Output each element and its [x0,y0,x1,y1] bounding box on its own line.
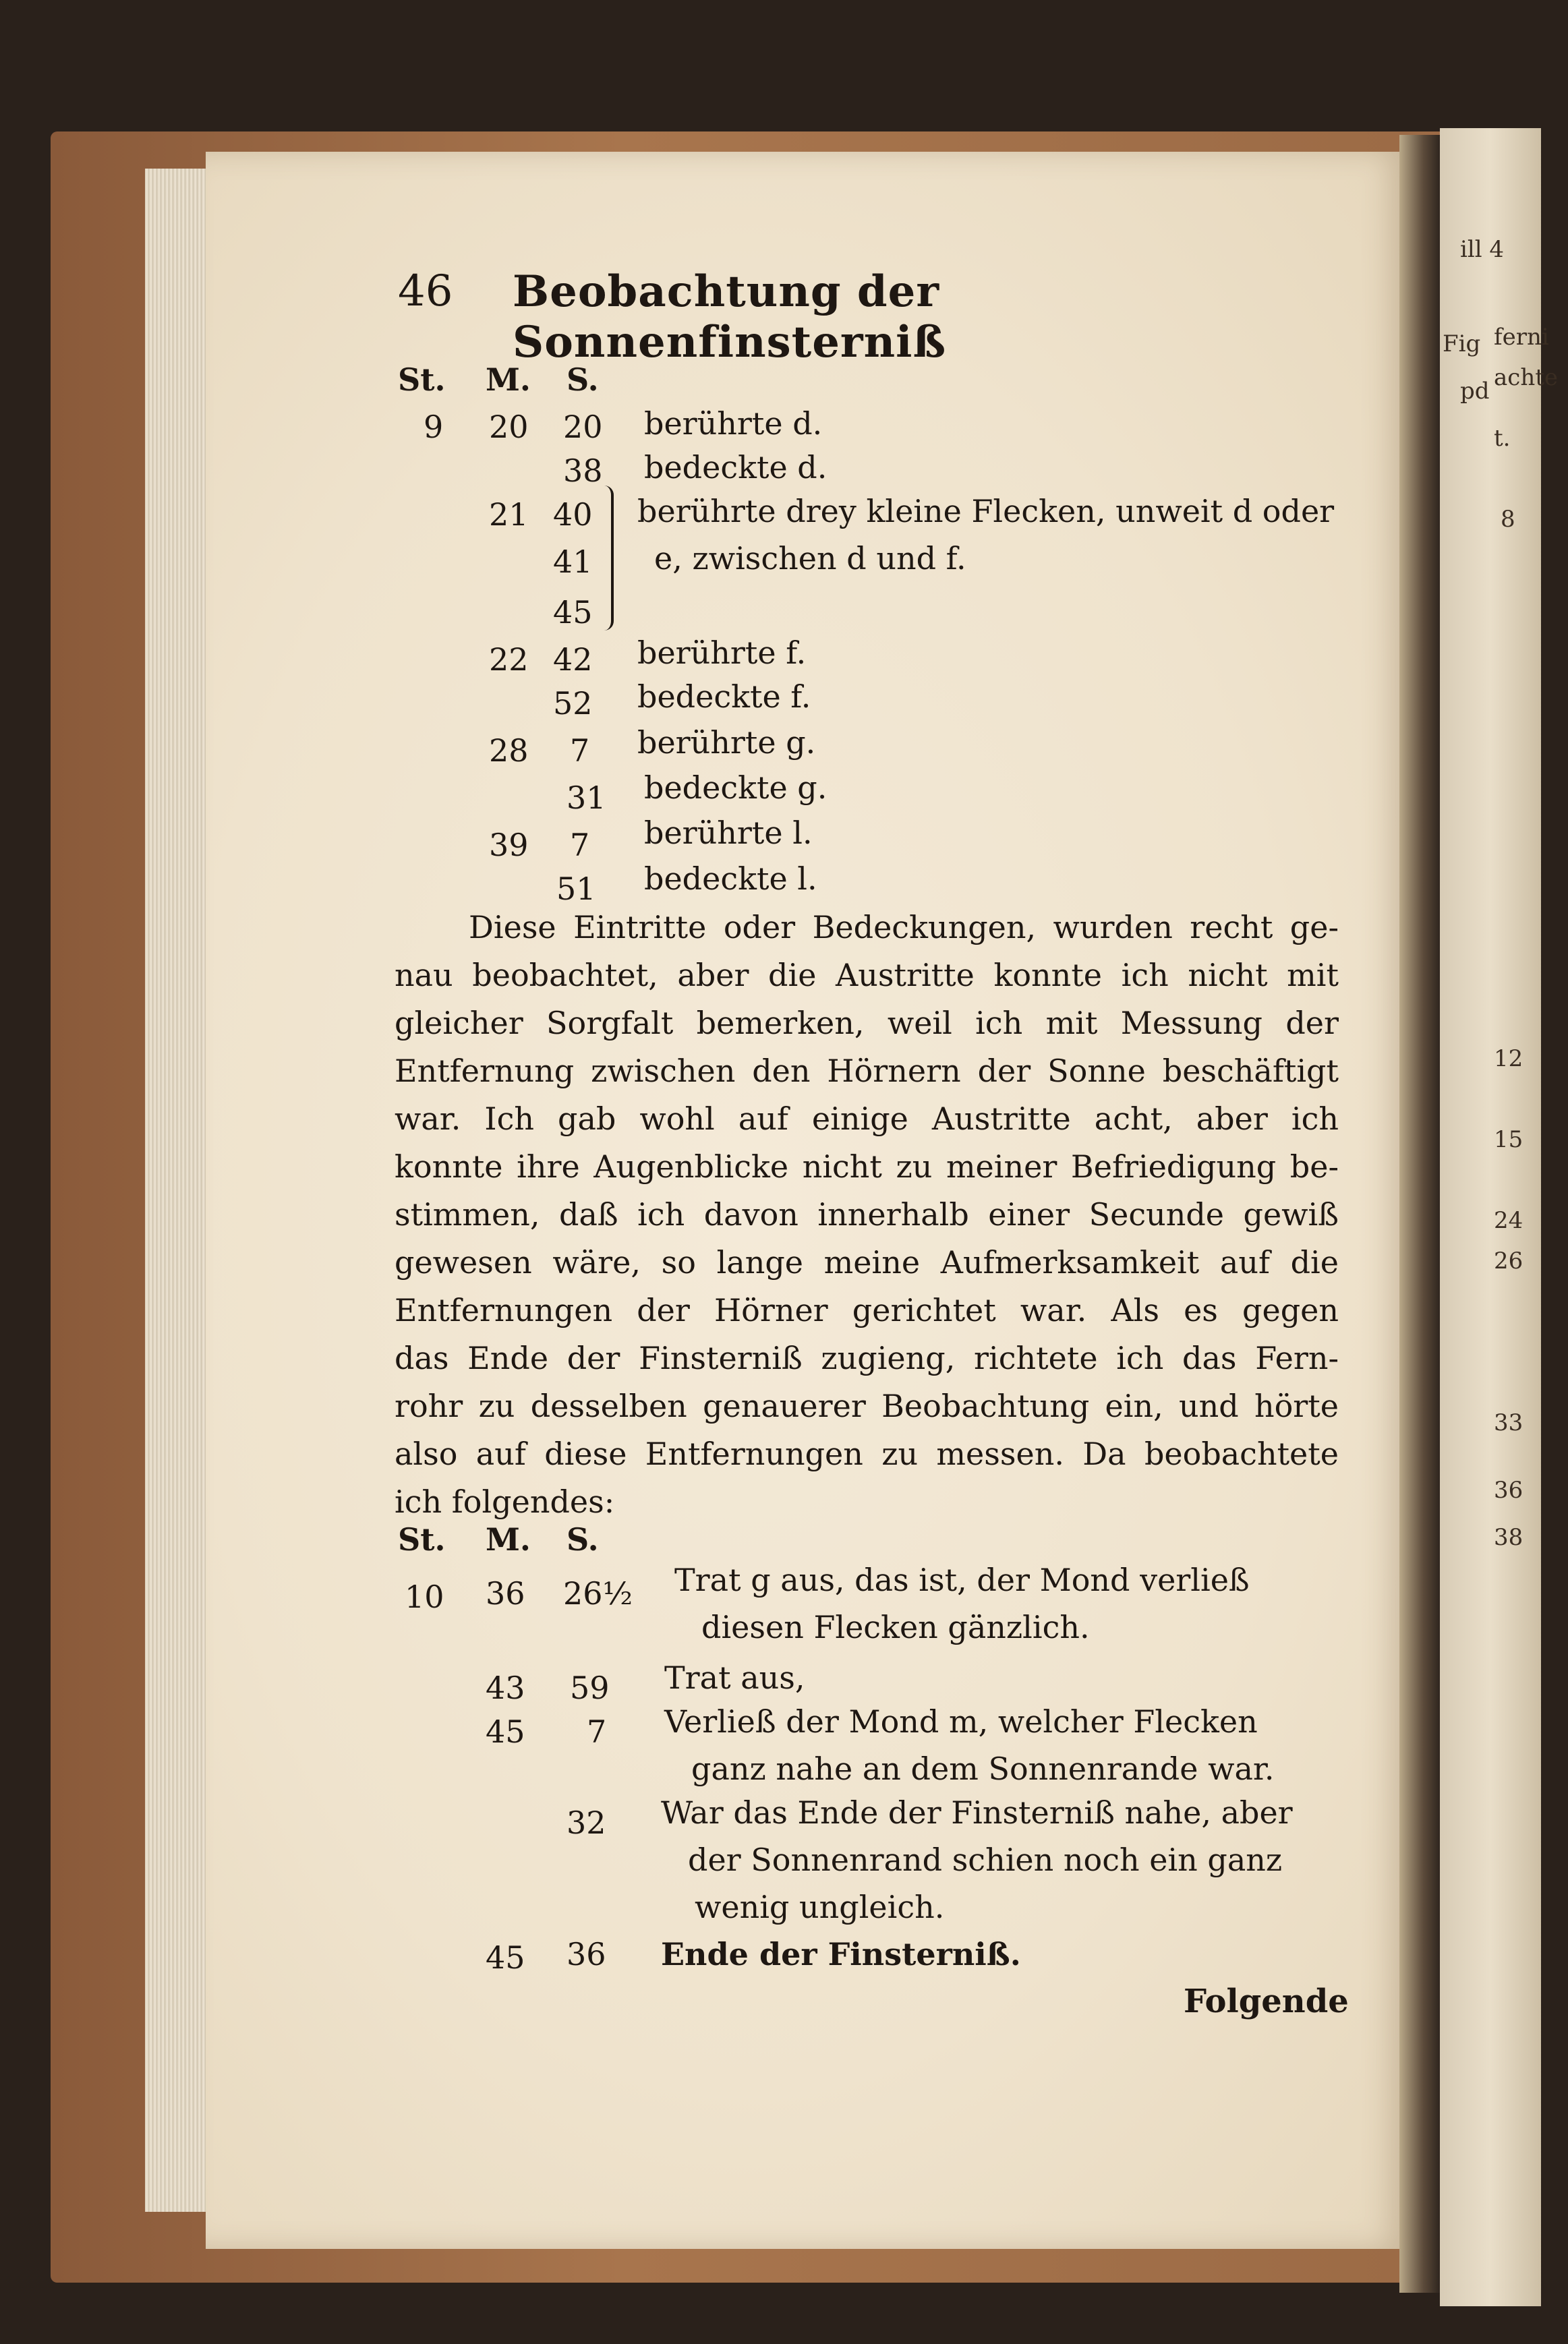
paragraph-line: das Ende der Finsterniß zugieng, richtete ich das Fern- [395,1340,1339,1376]
cell-seconds: 7 [570,732,590,769]
facing-fragment: 12 [1494,1045,1523,1072]
cell-minutes: 22 [489,641,529,678]
facing-fragment: 15 [1494,1126,1523,1153]
cell-seconds: 20 [563,409,603,445]
col-header-seconds: S. [567,361,599,398]
page-title: Beobachtung der Sonnenfinsterniß [513,266,947,368]
cell-seconds: 7 [570,827,590,863]
cell-observation: Trat g aus, das ist, der Mond verließ [674,1562,1250,1598]
cell-observation: berührte f. [637,635,807,671]
paragraph-line: Entfernung zwischen den Hörnern der Sonne beschäftigt [395,1053,1339,1089]
cell-seconds: 31 [567,780,606,816]
facing-fragment: 33 [1494,1409,1523,1436]
cell-seconds: 36 [567,1936,606,1972]
cell-seconds: 32 [567,1805,606,1841]
cell-minutes: 45 [486,1713,525,1750]
facing-fragment: t. [1494,425,1511,452]
cell-seconds: 41 [553,544,593,580]
cell-observation: berührte d. [644,405,823,442]
cell-seconds: 45 [553,594,593,631]
catchword: Folgende [1184,1983,1349,2020]
cell-observation: der Sonnenrand schien noch ein ganz [688,1842,1283,1878]
cell-observation: bedeckte f. [637,678,811,715]
paragraph-line: gewesen wäre, so lange meine Aufmerksamkeit auf die [395,1244,1339,1281]
cell-observation: bedeckte l. [644,860,817,897]
paragraph-line: gleicher Sorgfalt bemerken, weil ich mit Messung der [395,1005,1339,1041]
grouping-brace [599,486,614,631]
body-paragraph [395,904,1339,1526]
cell-seconds: 59 [570,1670,610,1706]
col-header-minutes: M. [486,1521,531,1558]
cell-observation: Ende der Finsterniß. [661,1936,1021,1972]
cell-minutes: 39 [489,827,529,863]
cell-observation: bedeckte d. [644,449,827,486]
cell-observation: diesen Flecken gänzlich. [701,1609,1090,1645]
paragraph-line: nau beobachtet, aber die Austritte konnte ich nicht mit [395,957,1339,993]
paragraph-line: rohr zu desselben genauerer Beobachtung ein, und hörte [395,1388,1339,1424]
facing-fragment: 24 [1494,1207,1523,1234]
cell-observation: e, zwischen d und f. [654,540,966,577]
cell-minutes: 45 [486,1939,525,1976]
facing-fragment: 36 [1494,1477,1523,1504]
cell-observation: War das Ende der Finsterniß nahe, aber [661,1794,1293,1831]
col-header-hours: St. [398,361,446,398]
cell-observation: wenig ungleich. [695,1889,945,1925]
cell-minutes: 28 [489,732,529,769]
cell-minutes: 21 [489,496,529,533]
cell-minutes: 43 [486,1670,525,1706]
paragraph-line: also auf diese Entfernungen zu messen. Da beobachtete [395,1436,1339,1472]
paragraph-line: konnte ihre Augenblicke nicht zu meiner Befriedigung be- [395,1148,1339,1185]
cell-hours: 9 [424,409,444,445]
cell-observation: berührte g. [637,724,816,761]
facing-fragment: Fig [1443,330,1481,357]
col-header-seconds: S. [567,1521,599,1558]
cell-seconds: 42 [553,641,593,678]
facing-fragment: 38 [1494,1524,1523,1551]
cell-hours: 10 [405,1579,444,1615]
cell-observation: Verließ der Mond m, welcher Flecken [664,1703,1258,1740]
facing-fragment: 8 [1501,506,1515,533]
cell-observation: ganz nahe an dem Sonnenrande war. [691,1751,1275,1787]
facing-page [1440,128,1558,2306]
facing-fragment: 26 [1494,1248,1523,1274]
paragraph-line: Diese Eintritte oder Bedeckungen, wurden recht ge- [469,909,1339,945]
cell-seconds: 40 [553,496,593,533]
cell-seconds: 26½ [563,1575,633,1612]
facing-fragment: ferni [1494,324,1549,351]
cell-minutes: 20 [489,409,529,445]
book-gutter [1399,135,1440,2293]
facing-fragment: ill 4 [1460,236,1505,263]
cell-minutes: 36 [486,1575,525,1612]
paragraph-line: ich folgendes: [395,1484,615,1520]
facing-fragment: achte [1494,364,1558,391]
cell-seconds: 7 [587,1713,607,1750]
cell-seconds: 51 [556,871,596,907]
facing-fragment: pd [1460,378,1490,405]
paragraph-line: war. Ich gab wohl auf einige Austritte acht, aber ich [395,1101,1339,1137]
cell-seconds: 38 [563,452,603,489]
col-header-hours: St. [398,1521,446,1558]
cell-observation: berührte drey kleine Flecken, unweit d oder [637,493,1335,529]
page-edges [145,169,210,2212]
page-number: 46 [398,266,453,316]
paragraph-line: stimmen, daß ich davon innerhalb einer Secunde gewiß [395,1196,1339,1233]
cell-observation: Trat aus, [664,1660,805,1696]
cell-seconds: 52 [553,685,593,722]
col-header-minutes: M. [486,361,531,398]
paragraph-line: Entfernungen der Hörner gerichtet war. Als es gegen [395,1292,1339,1328]
running-head [398,266,1342,368]
cell-observation: berührte l. [644,815,813,851]
cell-observation: bedeckte g. [644,769,827,806]
